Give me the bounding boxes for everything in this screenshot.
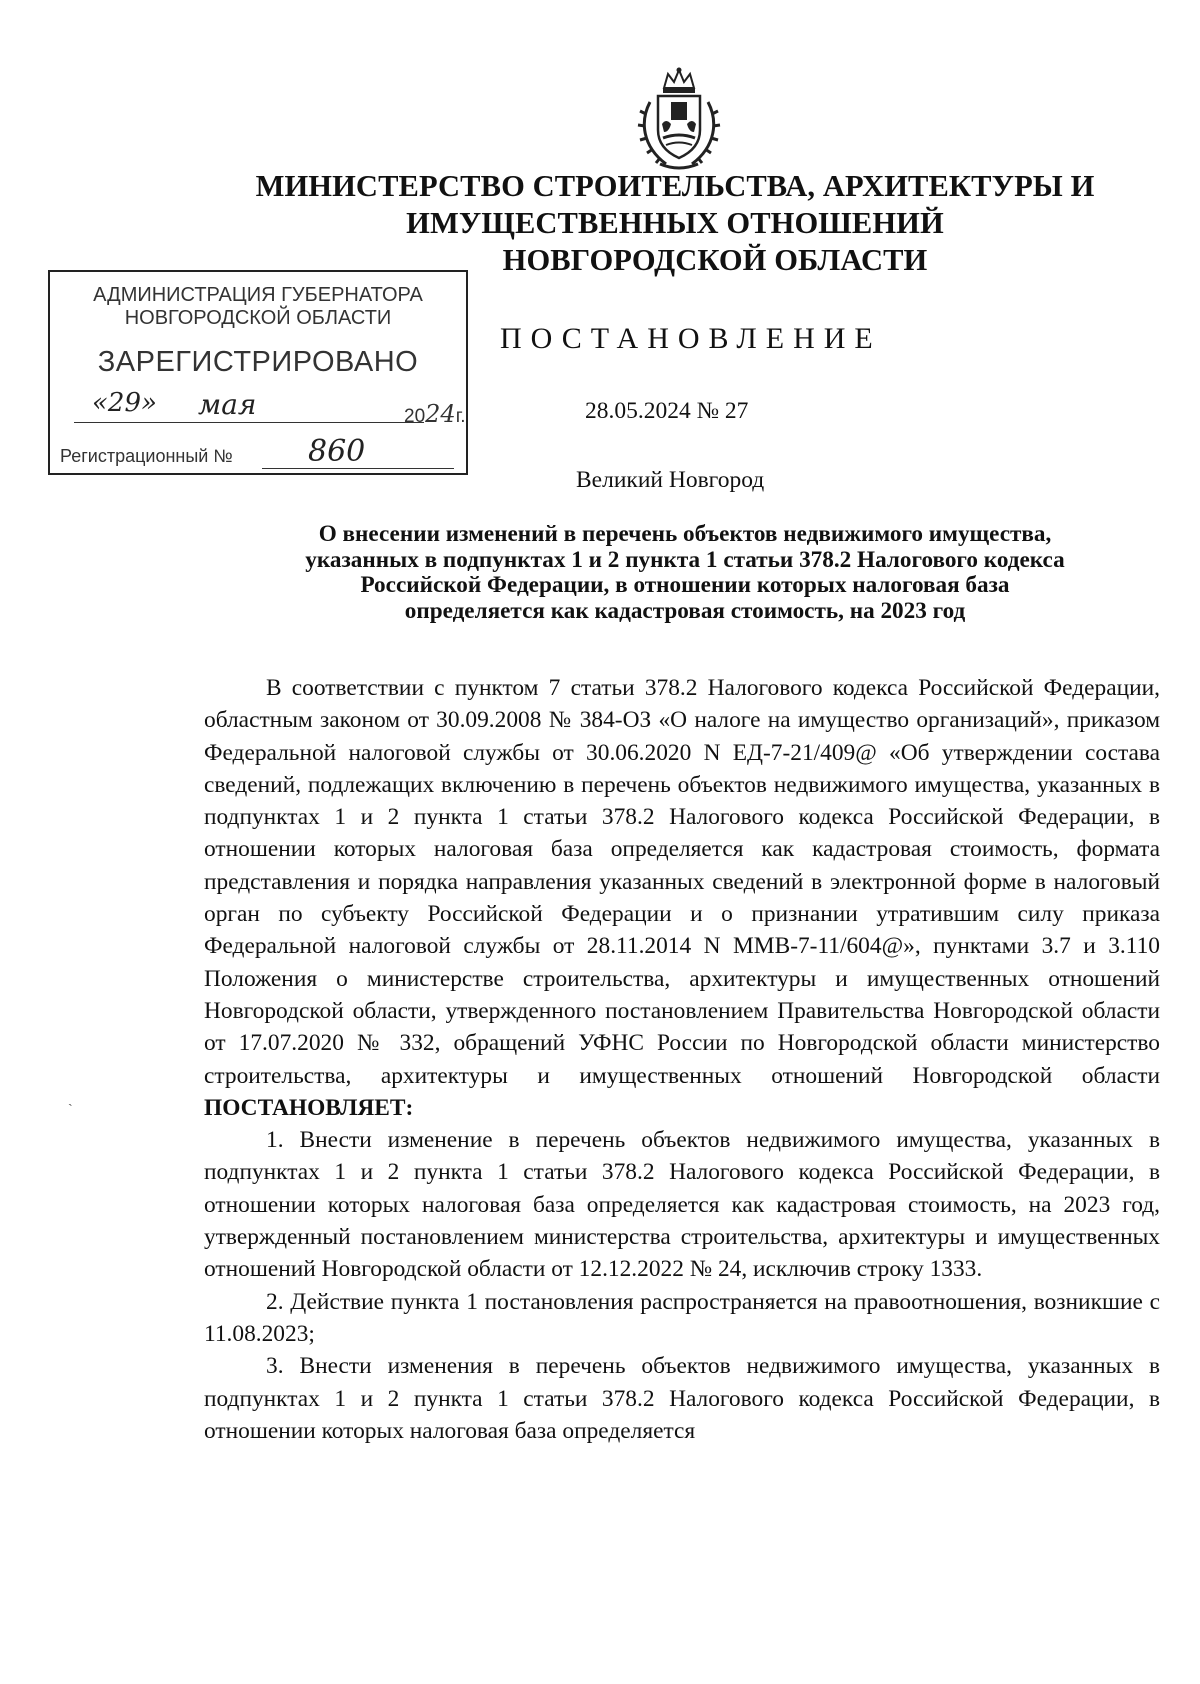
item-1: 1. Внести изменение в перечень объектов недвижимого имущества, указанных в подпунктах 1 и 2 пункта 1 статьи 378.2 Налогового кодекса Российской Федерации, в отношении которых налоговая база определяется как кадастровая стоимость, на 2023 год, утвержденный постановлением министерства строительства, архитектуры и имущественных отношений Новгородской области от 12.12.2022 № 24, исключив строку 1333.	[204, 1127, 1160, 1283]
stamp-reg-number: 860	[308, 434, 366, 469]
title-line-4: определяется как кадастровая стоимость, на 2023 год	[404, 597, 966, 624]
stamp-reg-underline	[262, 468, 454, 469]
stamp-org-line-2: НОВГОРОДСКОЙ ОБЛАСТИ	[124, 307, 392, 329]
stamp-month: мая	[198, 388, 257, 421]
stamp-year	[404, 400, 466, 428]
ministry-line-2: ИМУЩЕСТВЕННЫХ ОТНОШЕНИЙ	[406, 206, 944, 240]
document-body	[204, 672, 1160, 1447]
item-3: 3. Внести изменения в перечень объектов недвижимого имущества, указанных в подпунктах 1 и 2 пункта 1 статьи 378.2 Налогового кодекса Российской Федерации, в отношении которых налоговая база определяется	[204, 1353, 1160, 1444]
ministry-line-1: МИНИСТЕРСТВО СТРОИТЕЛЬСТВА, АРХИТЕКТУРЫ И	[255, 169, 1095, 203]
ministry-heading	[180, 168, 1170, 279]
title-line-3: Российской Федерации, в отношении которых налоговая база	[360, 572, 1010, 598]
stamp-registered-label: ЗАРЕГИСТРИРОВАНО	[97, 346, 419, 378]
ministry-line-3: НОВГОРОДСКОЙ ОБЛАСТИ	[502, 243, 928, 277]
stamp-day: «29»	[92, 388, 157, 418]
stamp-year-handwritten: 24	[425, 400, 456, 428]
resolves-word: ПОСТАНОВЛЯЕТ:	[204, 1094, 414, 1121]
registration-stamp	[48, 270, 468, 475]
document-title	[210, 522, 1160, 624]
title-line-2: указанных в подпунктах 1 и 2 пункта 1 статьи 378.2 Налогового кодекса	[305, 546, 1065, 573]
document-city: Великий Новгород	[576, 467, 765, 493]
stamp-reg-label: Регистрационный №	[60, 446, 233, 466]
stamp-organization	[50, 284, 466, 330]
coat-of-arms-icon	[636, 66, 722, 170]
stamp-year-prefix: 20	[404, 406, 426, 427]
preamble-text: В соответствии с пунктом 7 статьи 378.2 Налогового кодекса Российской Федерации, областным законом от 30.09.2008 № 384-ОЗ «О налоге на имущество организаций», приказом Федеральной налоговой службы от 30.06.2020 N ЕД-7-21/409@ «Об утверждении состава сведений, подлежащих включению в перечень объектов недвижимого имущества, указанных в подпунктах 1 и 2 пункта 1 статьи 378.2 Налогового кодекса Российской Федерации, в отношении которых налоговая база определяется как кадастровая стоимость, формата представления и порядка направления указанных сведений в электронной форме в налоговый орган по субъекту Российской Федерации и о признании утратившим силу приказа Федеральной налоговой службы от 28.11.2014 N ММВ-7-11/604@», пунктами 3.7 и 3.110 Положения о министерстве строительства, архитектуры и имущественных отношений Новгородской области, утвержденного постановлением Правительства Новгородской области от 17.07.2020 № 332, обращений УФНС России по Новгородской области министерство строительства, архитектуры и имущественных отношений Новгородской области	[204, 675, 1160, 1089]
title-line-1: О внесении изменений в перечень объектов недвижимого имущества,	[318, 521, 1052, 547]
stamp-registration-number	[60, 434, 460, 472]
item-2: 2. Действие пункта 1 постановления распространяется на правоотношения, возникшие с 11.08.2023;	[204, 1288, 1160, 1347]
scan-mark: ˎ	[68, 1092, 73, 1107]
preamble-paragraph	[204, 672, 1160, 1124]
document-date-number: 28.05.2024 № 27	[585, 398, 749, 424]
stamp-year-suffix: г.	[455, 406, 466, 427]
stamp-org-line-1: АДМИНИСТРАЦИЯ ГУБЕРНАТОРА	[93, 284, 423, 306]
stamp-date	[74, 388, 466, 430]
stamp-date-underline	[74, 422, 424, 423]
document-type: ПОСТАНОВЛЕНИЕ	[500, 322, 882, 355]
